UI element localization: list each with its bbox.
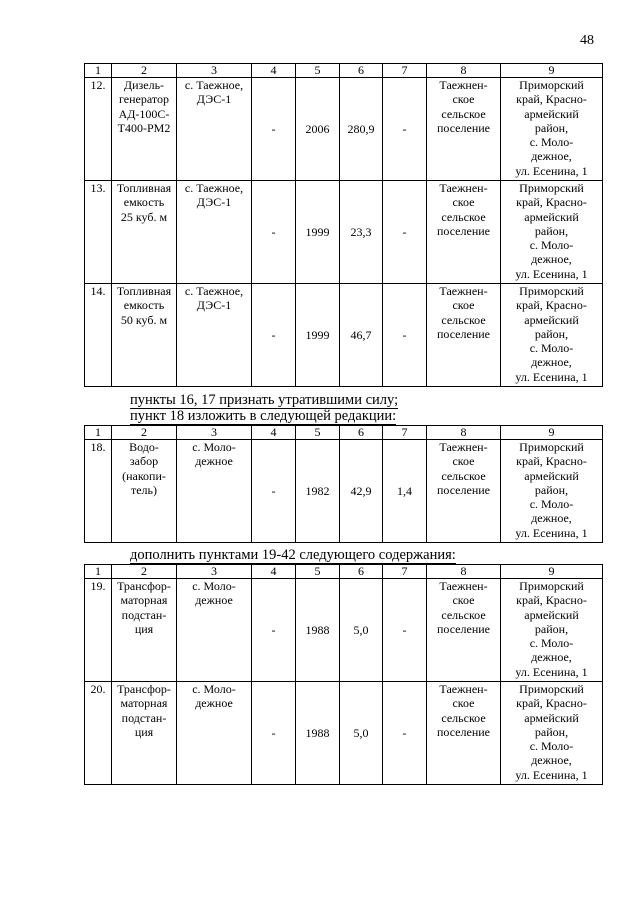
col-4-value: -: [252, 579, 296, 682]
column-number-8: 8: [427, 565, 501, 579]
column-number-4: 4: [252, 426, 296, 440]
balance-value: 5,0: [340, 579, 383, 682]
column-number-7: 7: [383, 426, 427, 440]
assets-table-1: [84, 63, 603, 387]
column-numbers-row: [85, 64, 603, 78]
asset-location: с. Таежное, ДЭС-1: [177, 181, 252, 284]
column-numbers-row: [85, 565, 603, 579]
column-number-5: 5: [296, 64, 340, 78]
owner-address: Приморский край, Красно- армейский район, с. Моло- дежное, ул. Есенина, 1: [501, 181, 603, 284]
commissioning-year: 1988: [296, 682, 340, 785]
col-7-value: -: [383, 181, 427, 284]
asset-name: Дизель- генератор АД-100С- Т400-РМ2: [112, 78, 177, 181]
table-row: [85, 78, 603, 181]
commissioning-year: 1982: [296, 440, 340, 543]
asset-location: с. Моло- дежное: [177, 682, 252, 785]
table-row: [85, 440, 603, 543]
note-items-16-17-repealed: пункты 16, 17 признать утратившими силу;: [130, 392, 399, 408]
balance-value: 280,9: [340, 78, 383, 181]
owner-address: Приморский край, Красно- армейский район, с. Моло- дежное, ул. Есенина, 1: [501, 682, 603, 785]
column-number-2: 2: [112, 426, 177, 440]
owner-address: Приморский край, Красно- армейский район, с. Моло- дежное, ул. Есенина, 1: [501, 78, 603, 181]
column-number-1: 1: [85, 426, 112, 440]
item-number: 14.: [85, 284, 112, 387]
asset-name: Трансфор- маторная подстан- ция: [112, 682, 177, 785]
column-number-6: 6: [340, 64, 383, 78]
asset-name: Топливная емкость 25 куб. м: [112, 181, 177, 284]
col-4-value: -: [252, 440, 296, 543]
col-4-value: -: [252, 78, 296, 181]
col-4-value: -: [252, 682, 296, 785]
settlement: Таежнен- ское сельское поселение: [427, 682, 501, 785]
asset-location: с. Моло- дежное: [177, 440, 252, 543]
owner-address: Приморский край, Красно- армейский район, с. Моло- дежное, ул. Есенина, 1: [501, 440, 603, 543]
note-item-18-new-wording: пункт 18 изложить в следующей редакции:: [130, 408, 397, 424]
column-number-8: 8: [427, 64, 501, 78]
settlement: Таежнен- ское сельское поселение: [427, 579, 501, 682]
column-number-2: 2: [112, 64, 177, 78]
item-number: 18.: [85, 440, 112, 543]
column-number-3: 3: [177, 64, 252, 78]
balance-value: 5,0: [340, 682, 383, 785]
note-add-items-19-42: дополнить пунктами 19-42 следующего содержания:: [130, 547, 456, 563]
item-number: 13.: [85, 181, 112, 284]
item-number: 20.: [85, 682, 112, 785]
owner-address: Приморский край, Красно- армейский район, с. Моло- дежное, ул. Есенина, 1: [501, 579, 603, 682]
table-row: [85, 579, 603, 682]
table-row: [85, 682, 603, 785]
asset-location: с. Моло- дежное: [177, 579, 252, 682]
column-number-3: 3: [177, 565, 252, 579]
column-number-1: 1: [85, 64, 112, 78]
commissioning-year: 2006: [296, 78, 340, 181]
col-7-value: -: [383, 579, 427, 682]
column-number-9: 9: [501, 426, 603, 440]
item-number: 12.: [85, 78, 112, 181]
settlement: Таежнен- ское сельское поселение: [427, 181, 501, 284]
asset-name: Водо- забор (накопи- тель): [112, 440, 177, 543]
col-7-value: -: [383, 284, 427, 387]
settlement: Таежнен- ское сельское поселение: [427, 440, 501, 543]
column-number-9: 9: [501, 64, 603, 78]
col-7-value: -: [383, 682, 427, 785]
column-number-5: 5: [296, 565, 340, 579]
assets-table-2: [84, 425, 603, 543]
commissioning-year: 1999: [296, 284, 340, 387]
asset-name: Топливная емкость 50 куб. м: [112, 284, 177, 387]
column-number-4: 4: [252, 64, 296, 78]
balance-value: 46,7: [340, 284, 383, 387]
column-number-5: 5: [296, 426, 340, 440]
column-numbers-row: [85, 426, 603, 440]
col-7-value: 1,4: [383, 440, 427, 543]
column-number-8: 8: [427, 426, 501, 440]
settlement: Таежнен- ское сельское поселение: [427, 284, 501, 387]
item-number: 19.: [85, 579, 112, 682]
commissioning-year: 1999: [296, 181, 340, 284]
table-row: [85, 284, 603, 387]
column-number-2: 2: [112, 565, 177, 579]
page-number: 48: [580, 33, 594, 48]
commissioning-year: 1988: [296, 579, 340, 682]
col-4-value: -: [252, 181, 296, 284]
column-number-3: 3: [177, 426, 252, 440]
column-number-6: 6: [340, 426, 383, 440]
column-number-4: 4: [252, 565, 296, 579]
col-7-value: -: [383, 78, 427, 181]
settlement: Таежнен- ское сельское поселение: [427, 78, 501, 181]
column-number-1: 1: [85, 565, 112, 579]
column-number-7: 7: [383, 565, 427, 579]
balance-value: 23,3: [340, 181, 383, 284]
assets-table-3: [84, 564, 603, 785]
column-number-7: 7: [383, 64, 427, 78]
column-number-9: 9: [501, 565, 603, 579]
asset-name: Трансфор- маторная подстан- ция: [112, 579, 177, 682]
col-4-value: -: [252, 284, 296, 387]
column-number-6: 6: [340, 565, 383, 579]
asset-location: с. Таежное, ДЭС-1: [177, 284, 252, 387]
balance-value: 42,9: [340, 440, 383, 543]
asset-location: с. Таежное, ДЭС-1: [177, 78, 252, 181]
table-row: [85, 181, 603, 284]
owner-address: Приморский край, Красно- армейский район, с. Моло- дежное, ул. Есенина, 1: [501, 284, 603, 387]
